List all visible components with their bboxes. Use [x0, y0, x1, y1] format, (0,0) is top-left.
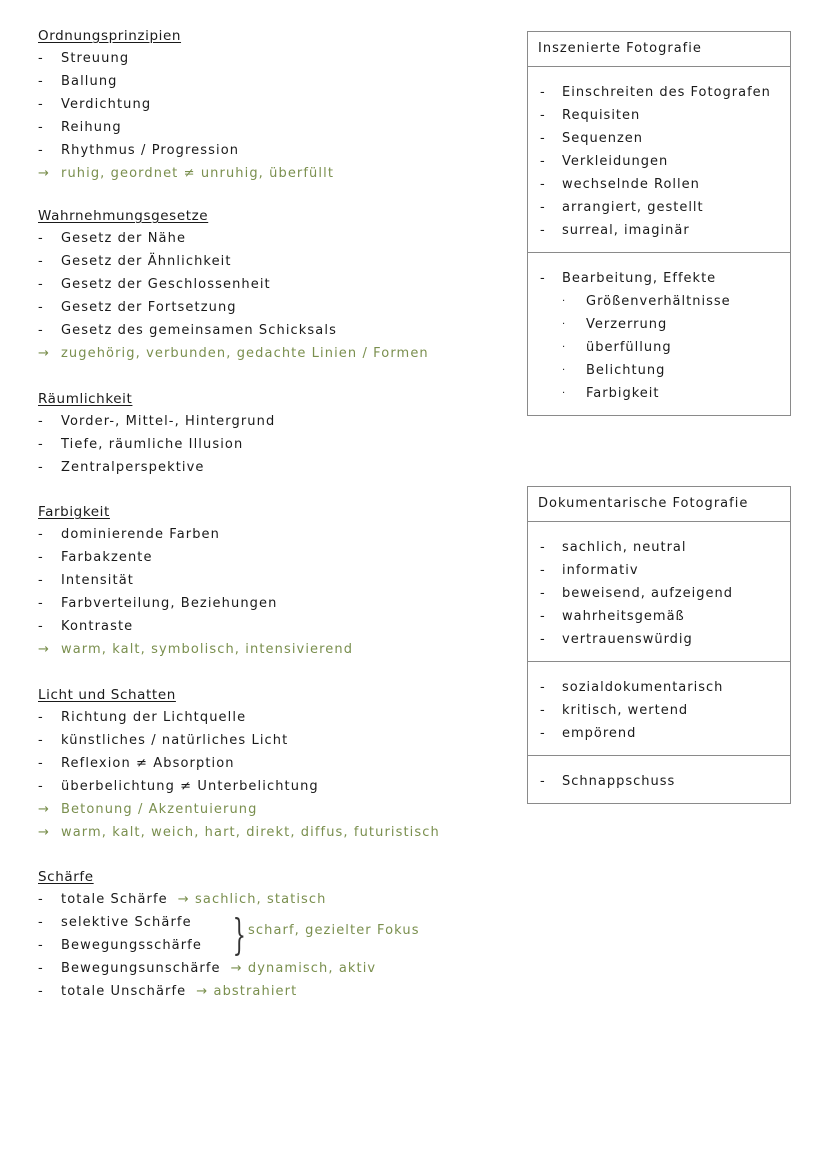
list-item: - sachlich, neutral: [540, 540, 687, 555]
section-raeumlichkeit: [38, 388, 276, 479]
list-item: - Richtung der Lichtquelle: [38, 710, 247, 725]
list-item: - totale Unschärfe → abstrahiert: [38, 984, 298, 999]
list-item: - Farbverteilung, Beziehungen: [38, 596, 278, 611]
list-item: - selektive Schärfe: [38, 915, 192, 930]
list-item: - Ballung: [38, 74, 118, 89]
heading-raeumlichkeit: Räumlichkeit: [38, 391, 133, 407]
list-item: - Gesetz der Nähe: [38, 231, 187, 246]
list-item: - Sequenzen: [540, 131, 644, 146]
card-dokumentarische-fotografie: [527, 486, 791, 804]
list-item: - Farbakzente: [38, 550, 153, 565]
list-item: - Gesetz der Ähnlichkeit: [38, 254, 232, 269]
list-item: - dominierende Farben: [38, 527, 220, 542]
list-item: - totale Schärfe → sachlich, statisch: [38, 892, 327, 907]
list-item: - kritisch, wertend: [540, 703, 689, 718]
section-ordnungsprinzipien: [38, 25, 335, 185]
note: → Betonung / Akzentuierung: [38, 798, 176, 821]
brace-icon: }: [232, 910, 247, 959]
note: → ruhig, geordnet ≠ unruhig, überfüllt: [38, 162, 181, 185]
list-item: - Bewegungsschärfe: [38, 938, 202, 953]
list-item: - Gesetz der Geschlossenheit: [38, 277, 271, 292]
list-item: - wechselnde Rollen: [540, 177, 700, 192]
card-title: Inszenierte Fotografie: [528, 32, 790, 67]
card-block: [528, 662, 790, 756]
list-item: - Kontraste: [38, 619, 134, 634]
arrow-right-icon: →: [38, 642, 50, 657]
list-item: - Gesetz der Fortsetzung: [38, 300, 237, 315]
card-block: [528, 67, 790, 253]
list-item: - Gesetz des gemeinsamen Schicksals: [38, 323, 337, 338]
heading-licht-und-schatten: Licht und Schatten: [38, 687, 176, 703]
note: → warm, kalt, symbolisch, intensivierend: [38, 638, 110, 661]
list-item: - künstliches / natürliches Licht: [38, 733, 289, 748]
list-item: - Reihung: [38, 120, 122, 135]
sub-list-item: · überfüllung: [562, 340, 672, 355]
list-item: - Verdichtung: [38, 97, 152, 112]
sub-list-item: · Größenverhältnisse: [562, 294, 731, 309]
list-item: - Intensität: [38, 573, 134, 588]
list-item: - surreal, imaginär: [540, 223, 690, 238]
list-item: - wahrheitsgemäß: [540, 609, 685, 624]
list-item: - beweisend, aufzeigend: [540, 586, 733, 601]
card-block: [528, 756, 790, 803]
list-item: - Reflexion ≠ Absorption: [38, 756, 235, 771]
arrow-right-icon: →: [177, 892, 190, 907]
heading-ordnungsprinzipien: Ordnungsprinzipien: [38, 28, 182, 44]
card-title: Dokumentarische Fotografie: [528, 487, 790, 522]
note: → zugehörig, verbunden, gedachte Linien / Formen: [38, 342, 208, 365]
brace-group: [38, 910, 420, 959]
arrow-right-icon: →: [38, 825, 50, 840]
list-item: - vertrauenswürdig: [540, 632, 693, 647]
section-licht-und-schatten: [38, 684, 440, 844]
sub-list-item: · Belichtung: [562, 363, 666, 378]
list-item: - empörend: [540, 726, 637, 741]
list-item: - Einschreiten des Fotografen: [540, 85, 771, 100]
heading-schaerfe: Schärfe: [38, 869, 94, 885]
list-item: - überbelichtung ≠ Unterbelichtung: [38, 779, 319, 794]
sub-list-item: · Verzerrung: [562, 317, 668, 332]
list-item: - informativ: [540, 563, 639, 578]
card-block: [528, 522, 790, 662]
section-schaerfe: [38, 866, 420, 1003]
list-item: - Streuung: [38, 51, 130, 66]
brace-effect: scharf, gezielter Fokus: [248, 923, 420, 938]
list-item: - sozialdokumentarisch: [540, 680, 724, 695]
section-wahrnehmungsgesetze: [38, 205, 429, 365]
list-item: - arrangiert, gestellt: [540, 200, 704, 215]
arrow-right-icon: →: [38, 166, 50, 181]
arrow-right-icon: →: [38, 802, 50, 817]
card-block: [528, 253, 790, 415]
note: → warm, kalt, weich, hart, direkt, diffus, futuristisch: [38, 821, 176, 844]
list-item: - Tiefe, räumliche Illusion: [38, 437, 244, 452]
sub-list-item: · Farbigkeit: [562, 386, 660, 401]
list-item: - Vorder-, Mittel-, Hintergrund: [38, 414, 276, 429]
arrow-right-icon: →: [38, 346, 50, 361]
list-item: - Requisiten: [540, 108, 641, 123]
list-item: - Bearbeitung, Effekte: [540, 271, 717, 286]
list-item: - Schnappschuss: [540, 774, 676, 789]
heading-wahrnehmungsgesetze: Wahrnehmungsgesetze: [38, 208, 209, 224]
list-item: - Verkleidungen: [540, 154, 669, 169]
arrow-right-icon: →: [196, 984, 209, 999]
list-item: - Zentralperspektive: [38, 460, 205, 475]
list-item: - Rhythmus / Progression: [38, 143, 240, 158]
arrow-right-icon: →: [230, 961, 243, 976]
section-farbigkeit: [38, 501, 354, 661]
heading-farbigkeit: Farbigkeit: [38, 504, 110, 520]
card-inszenierte-fotografie: [527, 31, 791, 416]
list-item: - Bewegungsunschärfe → dynamisch, aktiv: [38, 961, 377, 976]
